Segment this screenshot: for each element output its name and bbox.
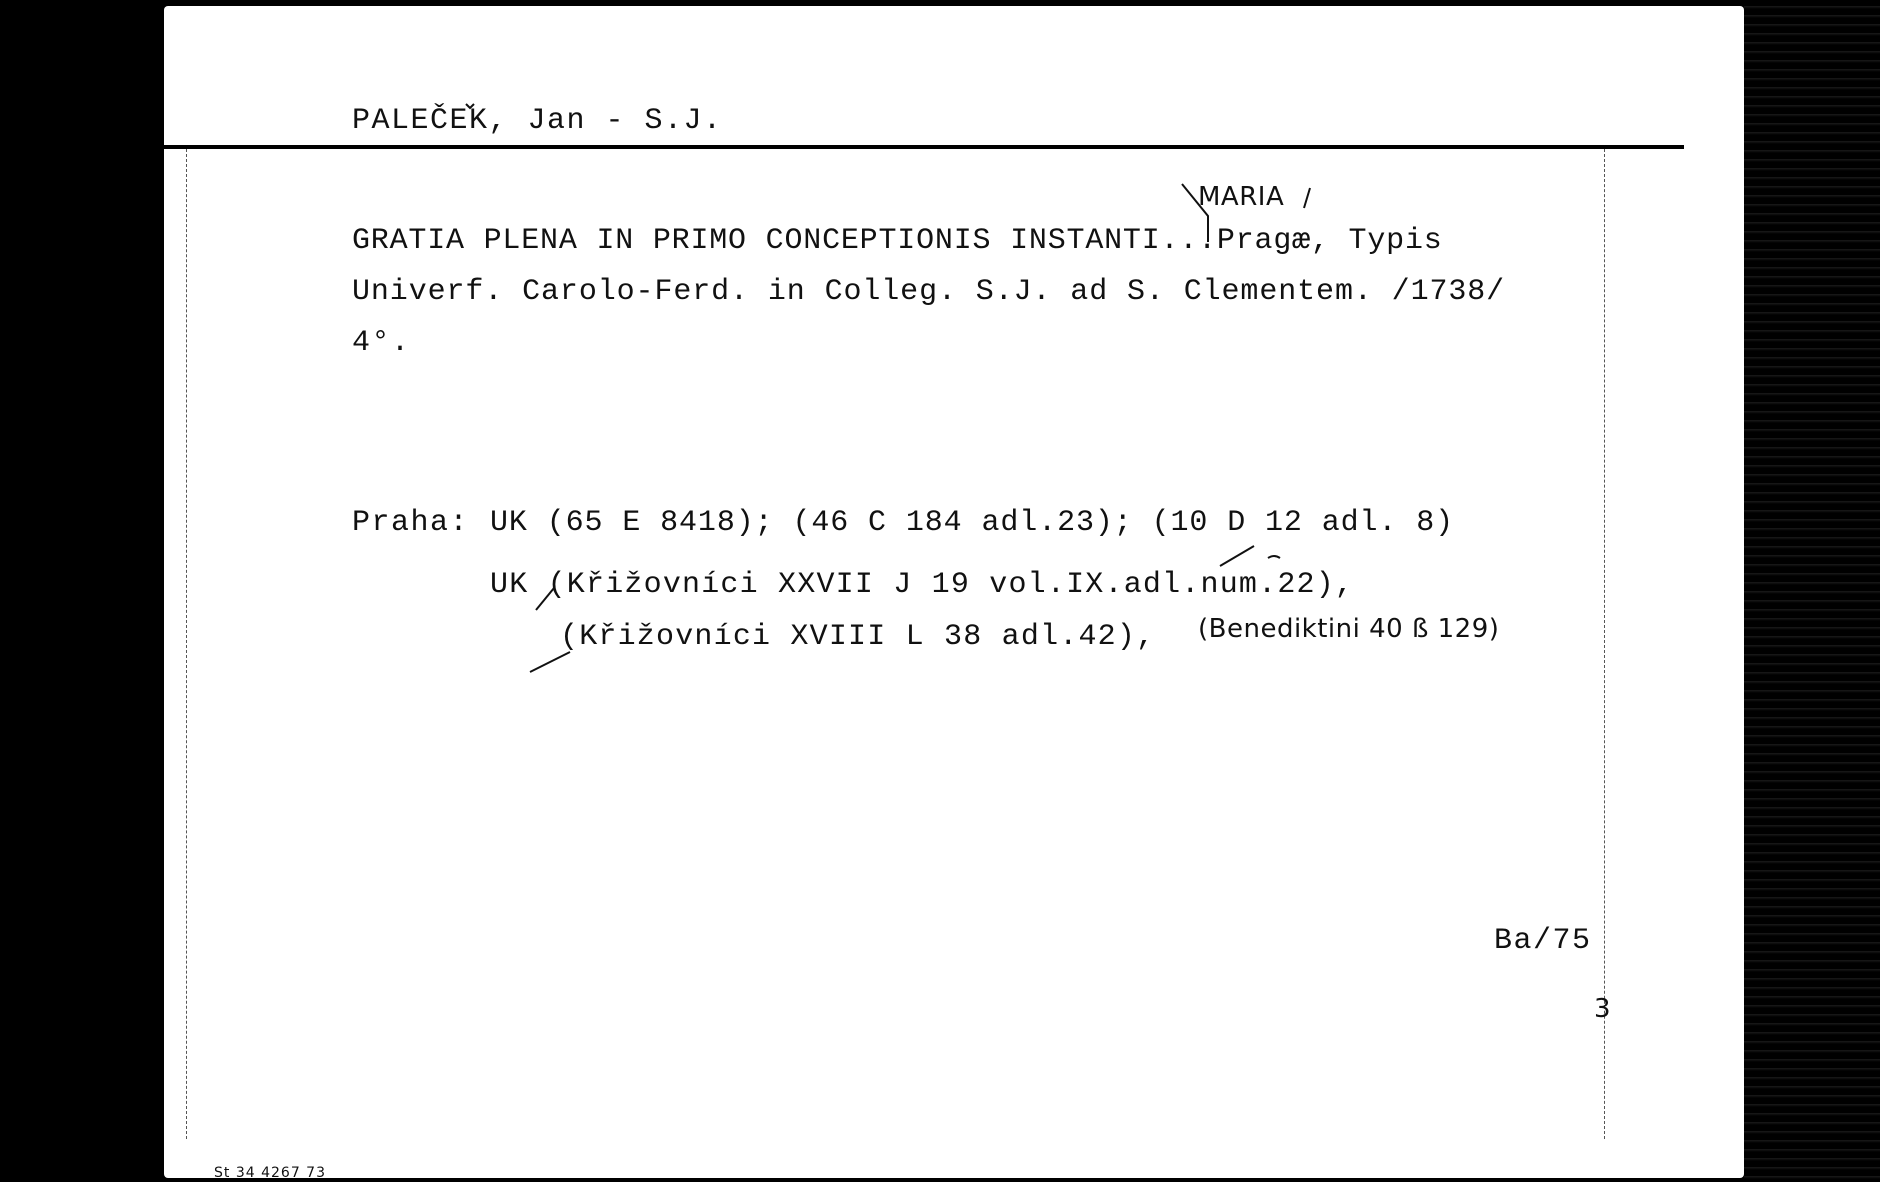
holdings-line-3: (Křižovníci XVIII L 38 adl.42), [560,620,1156,654]
format-line: 4°. [352,326,411,360]
holdings-line-3-handwritten: (Benediktini 40 ß 129) [1198,614,1500,644]
check-mark-2 [536,588,554,610]
scan-edge [1744,0,1880,1182]
caron-mark [466,104,474,108]
holdings-line-1: UK (65 E 8418); (46 C 184 adl.23); (10 D 12 adl. 8) [490,506,1455,540]
title-line-1: GRATIA PLENA IN PRIMO CONCEPTIONIS INSTANTI...Pragæ, Typis [352,224,1443,258]
catalog-card [164,6,1744,1178]
handwritten-insertion: MARIA [1198,182,1285,212]
holdings-line-2: UK (Křižovníci XXVII J 19 vol.IX.adl.num.22), [490,568,1355,602]
cataloger-mark: Ba/75 [1494,924,1592,958]
holdings-label: Praha: [352,506,470,540]
tilde-mark [1268,556,1280,558]
card-count: 3 [1594,994,1612,1024]
print-code: St 34 4267 73 [214,1165,326,1178]
title-line-2: Univerf. Carolo-Ferd. in Colleg. S.J. ad S. Clementem. /1738/ [352,275,1506,309]
handwritten-marks [164,6,1744,1178]
author-heading: PALEČEK, Jan - S.J. [352,104,723,138]
caret-insertion-right [1304,188,1310,208]
check-mark-1 [1220,546,1254,566]
caret-insertion-mark [1182,184,1208,242]
check-mark-3 [530,652,570,672]
